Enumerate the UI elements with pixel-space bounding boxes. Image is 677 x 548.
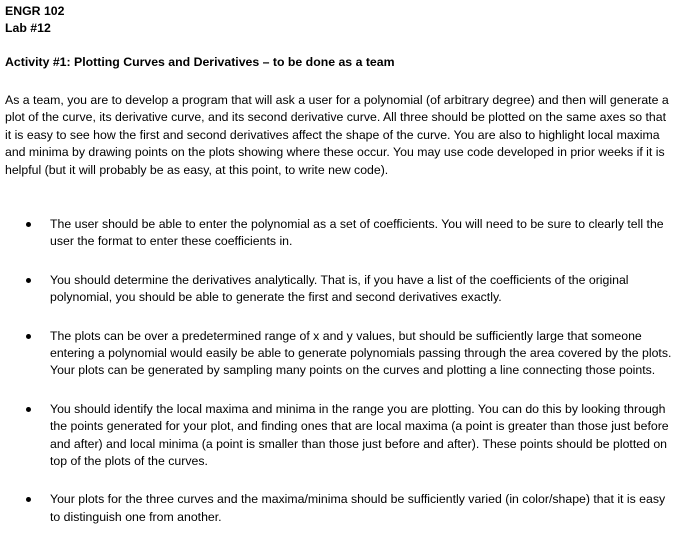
bullet-icon (26, 497, 31, 502)
lab-number: Lab #12 (5, 21, 51, 35)
bullet-icon (26, 407, 31, 412)
list-item (5, 401, 673, 471)
course-code: ENGR 102 (5, 4, 65, 18)
list-item (5, 216, 673, 251)
intro-paragraph: As a team, you are to develop a program that will ask a user for a polynomial (of arbitrary degree) and then will generate a plot of the curve, its derivative curve, and its second derivative curve. All three should be plotted on the same axes so that it is easy to see how the first and second derivatives affect the shape of the curve. You are also to highlight local maxima and minima by drawing points on the plots showing where these occur. You may use code developed in prior weeks if it is helpful (but it will probably be as easy, at this point, to write new code). (5, 93, 669, 177)
list-item (5, 272, 673, 307)
bullet-icon (26, 222, 31, 227)
list-item (5, 328, 673, 380)
list-item-text: Your plots for the three curves and the maxima/minima should be sufficiently varied (in color/shape) that it is easy to distinguish one from another. (50, 492, 666, 524)
list-item (5, 491, 673, 526)
list-item-text: You should determine the derivatives analytically. That is, if you have a list of the coefficients of the original polynomial, you should be able to generate the first and second derivatives exactly. (50, 272, 629, 305)
bullet-icon (26, 334, 31, 339)
bullet-icon (26, 278, 31, 283)
list-item-text: The user should be able to enter the polynomial as a set of coefficients. You will need to be sure to clearly tell the user the format to enter these coefficients in. (50, 217, 664, 249)
list-item-text: You should identify the local maxima and minima in the range you are plotting. You can do this by looking through the points generated for your plot, and finding ones that are local maxima (a point is greater than those just before and after) and local minima (a point is smaller than those just before and after). These points should be plotted on top of the plots of the curves. (50, 401, 669, 469)
activity-heading: Activity #1: Plotting Curves and Derivatives – to be done as a team (5, 55, 395, 69)
requirements-list (5, 216, 673, 547)
list-item-text: The plots can be over a predetermined range of x and y values, but should be sufficiently large that someone entering a polynomial would easily be able to generate polynomials passing through the area covered by the plots. Your plots can be generated by sampling many points on the curves and plotting a line connecting those points. (50, 328, 672, 378)
